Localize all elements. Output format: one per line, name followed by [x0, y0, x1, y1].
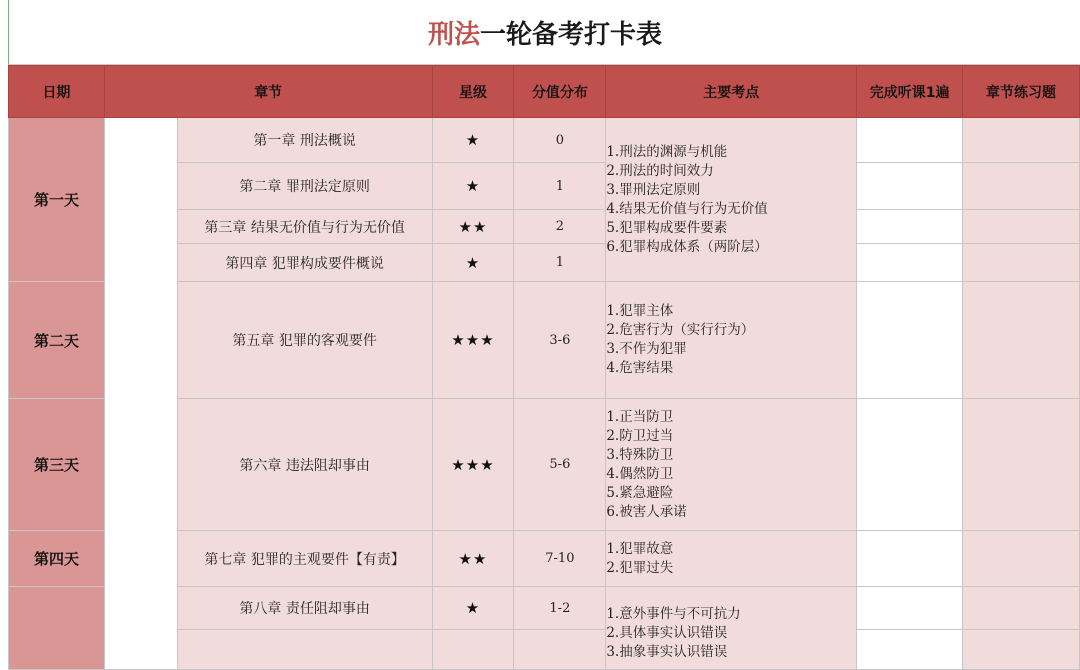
listened-cell[interactable]: [857, 587, 963, 630]
key-point: 6.犯罪构成体系（两阶层）: [606, 238, 768, 255]
chapter-cell[interactable]: 第一章 刑法概说: [177, 118, 432, 163]
chapter-cell[interactable]: 第六章 违法阻却事由: [177, 399, 432, 531]
stars-cell[interactable]: ★: [432, 118, 514, 163]
key-point: 2.犯罪过失: [606, 559, 674, 576]
day-cell[interactable]: [9, 587, 105, 670]
title-subject: 刑法: [427, 19, 480, 50]
listened-cell[interactable]: [857, 282, 963, 399]
listened-cell[interactable]: [857, 399, 963, 531]
score-cell[interactable]: 5-6: [514, 399, 606, 531]
header-date[interactable]: 日期: [9, 66, 105, 118]
stars-cell[interactable]: ★★: [432, 531, 514, 587]
listened-cell[interactable]: [857, 630, 963, 670]
listened-cell[interactable]: [857, 118, 963, 163]
listened-cell[interactable]: [857, 531, 963, 587]
header-score[interactable]: 分值分布: [514, 66, 606, 118]
page-title: [8, 0, 1080, 65]
stars-cell[interactable]: ★: [432, 587, 514, 630]
day-cell[interactable]: 第二天: [9, 282, 105, 399]
listened-cell[interactable]: [857, 163, 963, 210]
key-points-cell[interactable]: [606, 118, 857, 282]
practice-cell[interactable]: [963, 587, 1080, 630]
day-cell[interactable]: 第四天: [9, 531, 105, 587]
header-stars[interactable]: 星级: [432, 66, 514, 118]
practice-cell[interactable]: [963, 630, 1080, 670]
score-cell[interactable]: 1-2: [514, 587, 606, 630]
key-point: 1.刑法的渊源与机能: [606, 143, 728, 160]
title-rest: 一轮备考打卡表: [480, 19, 663, 50]
practice-cell[interactable]: [963, 399, 1080, 531]
key-point: 2.刑法的时间效力: [606, 162, 714, 179]
header-practice[interactable]: 章节练习题: [963, 66, 1080, 118]
stars-cell[interactable]: [432, 630, 514, 670]
key-point: 3.不作为犯罪: [606, 341, 687, 357]
key-point: 6.被害人承诺: [606, 503, 687, 520]
practice-cell[interactable]: [963, 531, 1080, 587]
stars-cell[interactable]: ★★: [432, 210, 514, 244]
chapter-cell[interactable]: [177, 630, 432, 670]
key-point: 1.正当防卫: [606, 408, 674, 425]
header-listened[interactable]: 完成听课1遍: [857, 66, 963, 118]
key-point: 1.意外事件与不可抗力: [606, 606, 741, 622]
key-point: 3.罪刑法定原则: [606, 181, 701, 198]
score-cell[interactable]: 3-6: [514, 282, 606, 399]
chapter-cell[interactable]: 第二章 罪刑法定原则: [177, 163, 432, 210]
key-point: 2.具体事实认识错误: [606, 625, 728, 641]
checkin-table: [8, 65, 1080, 670]
listened-cell[interactable]: [857, 210, 963, 244]
key-point: 3.特殊防卫: [606, 446, 674, 463]
score-cell[interactable]: 1: [514, 163, 606, 210]
key-point: 2.危害行为（实行行为）: [606, 322, 755, 338]
practice-cell[interactable]: [963, 282, 1080, 399]
chapter-cell[interactable]: 第五章 犯罪的客观要件: [177, 282, 432, 399]
chapter-cell[interactable]: 第四章 犯罪构成要件概说: [177, 244, 432, 282]
stars-cell[interactable]: ★: [432, 244, 514, 282]
blank-column-cell[interactable]: [104, 118, 177, 670]
key-points-cell[interactable]: [606, 587, 857, 670]
stars-cell[interactable]: ★★★: [432, 399, 514, 531]
key-point: 5.紧急避险: [606, 484, 674, 501]
key-point: 5.犯罪构成要件要素: [606, 219, 728, 236]
key-point: 4.结果无价值与行为无价值: [606, 200, 768, 217]
score-cell[interactable]: 0: [514, 118, 606, 163]
key-points-cell[interactable]: [606, 282, 857, 399]
key-point: 2.防卫过当: [606, 427, 674, 444]
day-cell[interactable]: 第三天: [9, 399, 105, 531]
chapter-cell[interactable]: 第八章 责任阻却事由: [177, 587, 432, 630]
practice-cell[interactable]: [963, 118, 1080, 163]
key-point: 3.抽象事实认识错误: [606, 644, 728, 660]
practice-cell[interactable]: [963, 210, 1080, 244]
chapter-cell[interactable]: 第三章 结果无价值与行为无价值: [177, 210, 432, 244]
score-cell[interactable]: [514, 630, 606, 670]
header-row: [9, 66, 1080, 118]
score-cell[interactable]: 7-10: [514, 531, 606, 587]
practice-cell[interactable]: [963, 244, 1080, 282]
header-chapter[interactable]: 章节: [104, 66, 432, 118]
listened-cell[interactable]: [857, 244, 963, 282]
key-point: 1.犯罪主体: [606, 303, 674, 319]
stars-cell[interactable]: ★: [432, 163, 514, 210]
key-point: 4.偶然防卫: [606, 465, 674, 482]
key-point: 4.危害结果: [606, 360, 674, 376]
score-cell[interactable]: 1: [514, 244, 606, 282]
chapter-cell[interactable]: 第七章 犯罪的主观要件【有责】: [177, 531, 432, 587]
key-points-cell[interactable]: [606, 531, 857, 587]
score-cell[interactable]: 2: [514, 210, 606, 244]
header-points[interactable]: 主要考点: [606, 66, 857, 118]
table-row: [9, 118, 1080, 163]
day-cell[interactable]: 第一天: [9, 118, 105, 282]
practice-cell[interactable]: [963, 163, 1080, 210]
key-point: 1.犯罪故意: [606, 540, 674, 557]
stars-cell[interactable]: ★★★: [432, 282, 514, 399]
key-points-cell[interactable]: [606, 399, 857, 531]
